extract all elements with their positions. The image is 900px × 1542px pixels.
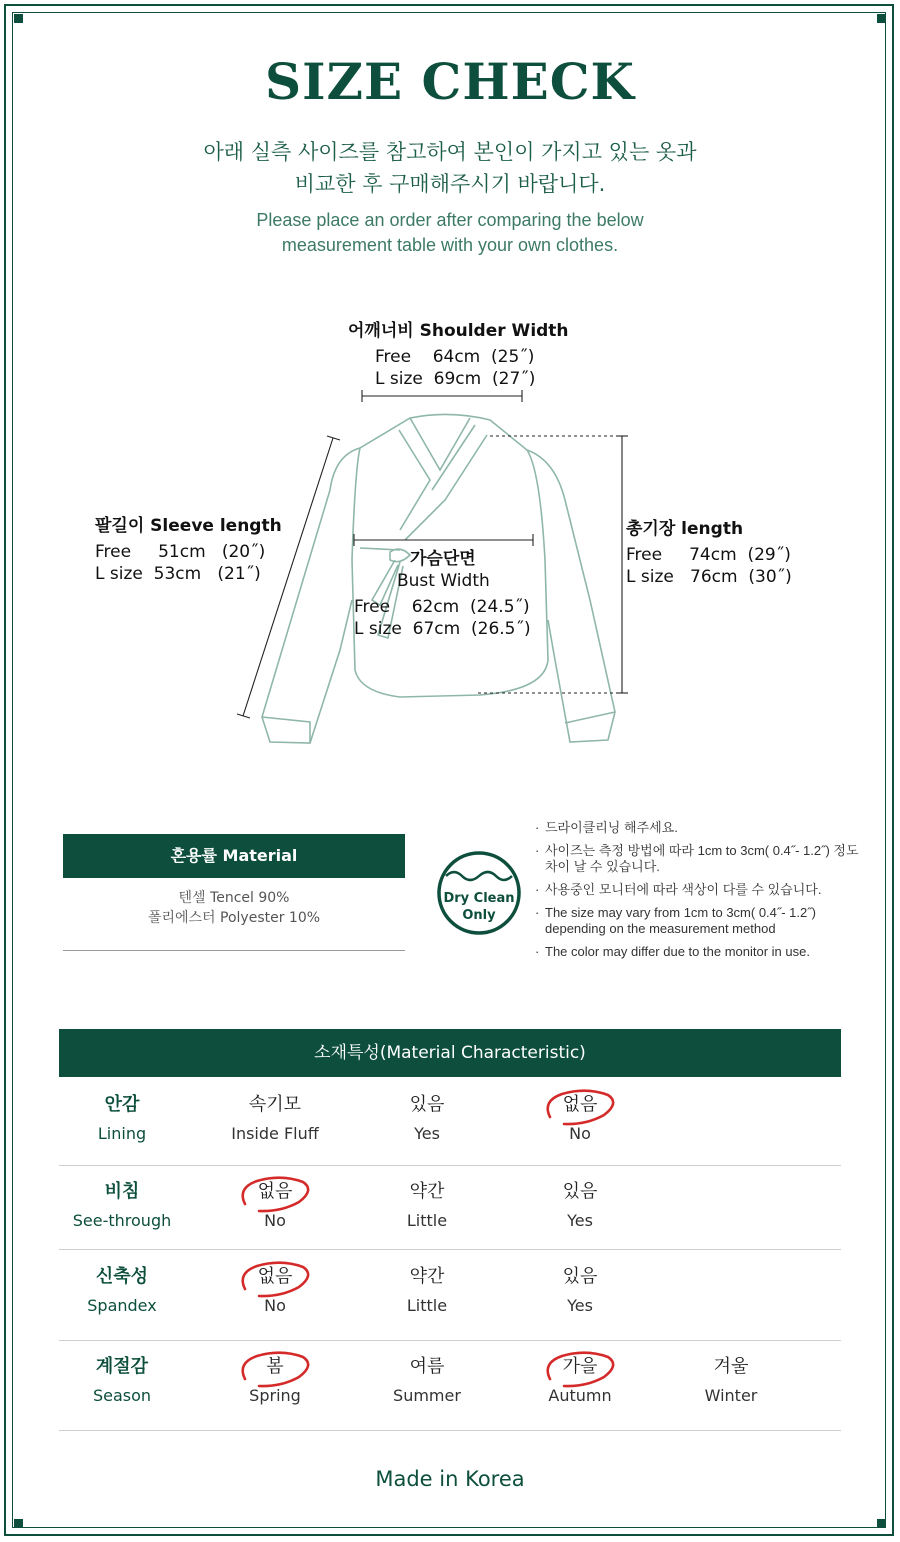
option-label-ko: 약간: [409, 1181, 445, 1202]
dry-clean-text: Dry Clean: [443, 891, 515, 906]
option-label-en: Spandex: [87, 1296, 157, 1315]
option-label-en: Lining: [97, 1124, 147, 1143]
bust-label-ko: 가슴단면: [410, 549, 476, 569]
care-note: · 사용중인 모니터에 따라 색상이 다를 수 있습니다.: [535, 882, 865, 898]
option-label-en: Spring: [249, 1386, 301, 1405]
english-intro-line: Please place an order after comparing the below: [256, 210, 644, 230]
sleeve-measure: [95, 515, 282, 585]
bust-l: L size 67cm (26.5˝): [354, 619, 531, 639]
option-label-en: Winter: [704, 1386, 758, 1405]
material-line: 텐셀 Tencel 90%: [178, 890, 290, 906]
option-label-en: No: [264, 1211, 286, 1230]
option-label-ko: 없음: [257, 1181, 293, 1202]
option-label-ko: 약간: [409, 1266, 445, 1287]
option-label-en: See-through: [72, 1211, 172, 1230]
bust-free: Free 62cm (24.5˝): [354, 597, 530, 617]
material-header: 혼용률 Material: [63, 834, 405, 878]
row-divider: [59, 1165, 841, 1166]
material-divider: [63, 950, 405, 951]
characteristic-option: [515, 1180, 645, 1232]
characteristic-name: [57, 1093, 187, 1145]
option-label-ko: 계절감: [95, 1356, 149, 1377]
characteristic-option: [210, 1093, 340, 1145]
care-note: · The size may vary from 1cm to 3cm( 0.4˝- 1.2˝) depending on the measurement method: [535, 905, 865, 937]
characteristic-option-selected: [515, 1355, 645, 1407]
option-label-ko: 없음: [257, 1266, 293, 1287]
bust-measure: [354, 548, 531, 640]
option-label-en: Yes: [414, 1124, 440, 1143]
characteristic-option: [362, 1180, 492, 1232]
corner-mark: [877, 1519, 886, 1528]
characteristic-option: [362, 1093, 492, 1145]
selected-circle-mark: [542, 1087, 618, 1129]
selected-circle-mark: [237, 1349, 313, 1391]
made-in-label: Made in Korea: [375, 1467, 525, 1491]
characteristic-option: [666, 1355, 796, 1407]
option-label-en: Little: [406, 1296, 448, 1315]
selected-circle-mark: [237, 1259, 313, 1301]
option-label-en: Inside Fluff: [231, 1124, 319, 1143]
option-label-en: Autumn: [548, 1386, 612, 1405]
row-divider: [59, 1340, 841, 1341]
option-label-en: Summer: [393, 1386, 461, 1405]
characteristic-name: [57, 1180, 187, 1232]
care-notes: [535, 820, 865, 967]
shoulder-l: L size 69cm (27˝): [375, 369, 536, 389]
option-label-ko: 신축성: [95, 1266, 149, 1287]
characteristic-option-selected: [515, 1093, 645, 1145]
option-label-en: No: [569, 1124, 591, 1143]
characteristics-header: 소재특성(Material Characteristic): [59, 1029, 841, 1077]
corner-mark: [14, 14, 23, 23]
length-l: L size 76cm (30˝): [626, 567, 792, 587]
bust-label-en: Bust Width: [397, 571, 490, 591]
corner-mark: [14, 1519, 23, 1528]
characteristic-option-selected: [210, 1180, 340, 1232]
option-label-en: Little: [406, 1211, 448, 1230]
care-note: · 드라이클리닝 해주세요.: [535, 820, 865, 836]
selected-circle-mark: [237, 1174, 313, 1216]
option-label-ko: 속기모: [248, 1094, 302, 1115]
korean-intro-line: 아래 실측 사이즈를 참고하여 본인이 가지고 있는 옷과: [203, 140, 697, 164]
shoulder-label: 어깨너비 Shoulder Width: [348, 321, 569, 341]
option-label-ko: 비침: [104, 1181, 140, 1202]
korean-intro-line: 비교한 후 구매해주시기 바랍니다.: [294, 172, 606, 196]
material-line: 폴리에스터 Polyester 10%: [147, 910, 321, 926]
english-intro-line: measurement table with your own clothes.: [281, 235, 619, 255]
characteristic-option-selected: [210, 1265, 340, 1317]
option-label-ko: 있음: [562, 1181, 598, 1202]
shoulder-measure: [348, 320, 569, 390]
length-label: 총기장 length: [626, 519, 744, 539]
korean-intro: [0, 136, 900, 200]
option-label-ko: 봄: [266, 1356, 284, 1377]
material-body: [63, 888, 405, 928]
option-label-en: No: [264, 1296, 286, 1315]
english-intro: [0, 208, 900, 258]
option-label-ko: 없음: [562, 1094, 598, 1115]
option-label-ko: 있음: [562, 1266, 598, 1287]
characteristic-option: [362, 1355, 492, 1407]
option-label-en: Yes: [567, 1296, 593, 1315]
option-label-ko: 겨울: [713, 1356, 749, 1377]
care-note: · The color may differ due to the monitor in use.: [535, 944, 865, 960]
option-label-en: Yes: [567, 1211, 593, 1230]
option-label-ko: 가을: [562, 1356, 598, 1377]
row-divider: [59, 1430, 841, 1431]
shoulder-free: Free 64cm (25˝): [375, 347, 535, 367]
characteristic-name: [57, 1265, 187, 1317]
option-label-en: Season: [92, 1386, 152, 1405]
sleeve-label: 팔길이 Sleeve length: [95, 516, 282, 536]
sleeve-free: Free 51cm (20˝): [95, 542, 266, 562]
characteristic-option: [362, 1265, 492, 1317]
dry-clean-icon: [436, 850, 522, 936]
row-divider: [59, 1249, 841, 1250]
option-label-ko: 안감: [104, 1094, 140, 1115]
characteristic-option: [515, 1265, 645, 1317]
sleeve-l: L size 53cm (21˝): [95, 564, 261, 584]
selected-circle-mark: [542, 1349, 618, 1391]
characteristic-name: [57, 1355, 187, 1407]
characteristic-option-selected: [210, 1355, 340, 1407]
corner-mark: [877, 14, 886, 23]
dry-clean-text: Only: [462, 908, 496, 923]
length-measure: [626, 518, 792, 588]
option-label-ko: 여름: [409, 1356, 445, 1377]
care-note: · 사이즈는 측정 방법에 따라 1cm to 3cm( 0.4˝- 1.2˝) 정도 차이 날 수 있습니다.: [535, 843, 865, 875]
option-label-ko: 있음: [409, 1094, 445, 1115]
length-free: Free 74cm (29˝): [626, 545, 791, 565]
page-title: SIZE CHECK: [265, 52, 635, 111]
